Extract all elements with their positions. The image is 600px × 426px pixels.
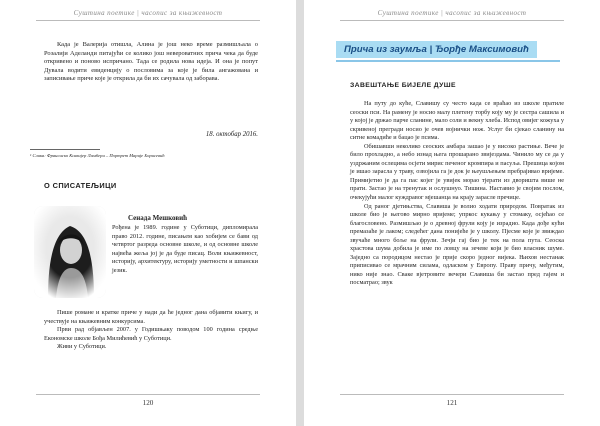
right-page — [304, 0, 600, 426]
section-title: О СПИСАТЕЉИЦИ — [44, 181, 117, 190]
story-body — [350, 100, 564, 288]
page-number: 120 — [142, 399, 154, 407]
bio-continued-block — [44, 309, 258, 352]
story-subheading: ЗАВЕШТАЊЕ БИЈЕЛЕ ДУШЕ — [350, 82, 456, 89]
left-page — [0, 0, 296, 426]
footer-rule — [36, 394, 260, 395]
story-title-banner: Прича из заумља | Ђорђе Максимовић — [336, 41, 537, 58]
bio-wrap-block — [112, 224, 258, 276]
closing-paragraph: Када је Валерија отишла, Алина је још неко време размишљала о Розалији Аделанди питајући се колико још невероватних прича чека да буде откривено и поново испричано. Тада се родила нова идеја. И она је попут Дувала водити евиденцију о пословима за које је била ангажована и записивање приче које је открила да би их сачувала од заборава. — [44, 41, 258, 83]
bio-paragraph: Живи у Суботици. — [57, 343, 107, 351]
story-paragraph: Обишавши неколико сеоских амбара зашао је у високо растиње. Вече је било прохладно, а небо изнад њега прошарано звијездама. Чинило му се да у уздржаним ослецима осјети мирис печеног кромпира и пасуља. Прешица којом је ишао зарасла у траву, озвојила га је док је њеушљењем пребрајивао вријеме. Примијетио је да га пас којег је увијек морао тјерати из дворишта више не прати. Застао је на тренутак и ослушнуо. Тишина. Наставио је својим послом, очекујући малог куждравог мјешанца на крају зарасле пречице. — [350, 142, 564, 202]
closing-paragraph-block — [44, 41, 258, 84]
author-name: Сенада Мешковић — [128, 214, 188, 222]
page-number: 121 — [446, 399, 458, 407]
running-head: Суштина поетике | часопис за књижевност — [377, 9, 527, 17]
bio-paragraph: Рођена је 1989. године у Суботици, дипломирала право 2012. године, писањем као хобијем се бави од четвртог разреда основне школе, и од основне школе највећа жеља јој је да буде писац. Воли књижевност, историју, архитектуру, историју уметности и шпански језик. — [112, 224, 258, 274]
header-rule — [340, 20, 564, 21]
running-head: Суштина поетике | часопис за књижевност — [73, 9, 223, 17]
author-photo — [34, 206, 106, 298]
bio-paragraph: Први рад објављен 2007. у Годишњаку поводом 100 година средње Економске школе Бођа Милићевић у Суботици. — [44, 326, 258, 342]
bio-paragraph: Пише романе и кратке приче у нади да ће једног дана објавити књигу, и учествује на књижевним конкурсима. — [44, 309, 258, 325]
story-date: 18. октобар 2016. — [205, 131, 258, 138]
story-paragraph: Од раног дјетињства, Славиша је волио ходати природом. Повратак из школе био је његово мирно вријеме; упркос кукању у стомаку, осјећао се благословено. Размишљао је о древној фрули коју је израдио. Када дође кући премазаће је лаком; следећег дана понијеће је у школу. Пјесме које је звиждао звучаће много боље на фрули. Зечји гај био је тек на пола пута. Сеоска храстова шума добила је име по ловцу на зечеве који је био власник шуме. Заједно са породицом нестао је прије скоро једног вијека. Њихов нестанак приписивао се мрачним силама, одласком у Европу. Праву причу, међутим, нико није знао. Сваке вјетровите вечери Славиша би застао пред гајем и посматрао; звук — [350, 202, 564, 287]
story-paragraph: На путу до куће, Славишу су често када се враћао из школе пратиле сеоски пси. На рамену је носио малу плетену торбу коју му је сестра сашила и у којој је држао парче сланине, мало соли и векну хлеба. Испод овијег кожуха у скривеној прегради носио је очев војнички нож. Услуг би сјекао сланину на ситне комадиће и бацао је псима. — [350, 100, 564, 142]
footer-rule — [340, 394, 564, 395]
footnote: ¹ Слика: Франсиско Ксавијер Ламбери – Портрет Марије Борисевић — [30, 153, 165, 158]
story-title-rule — [336, 60, 560, 62]
footnote-rule — [30, 149, 100, 150]
header-rule — [36, 20, 260, 21]
